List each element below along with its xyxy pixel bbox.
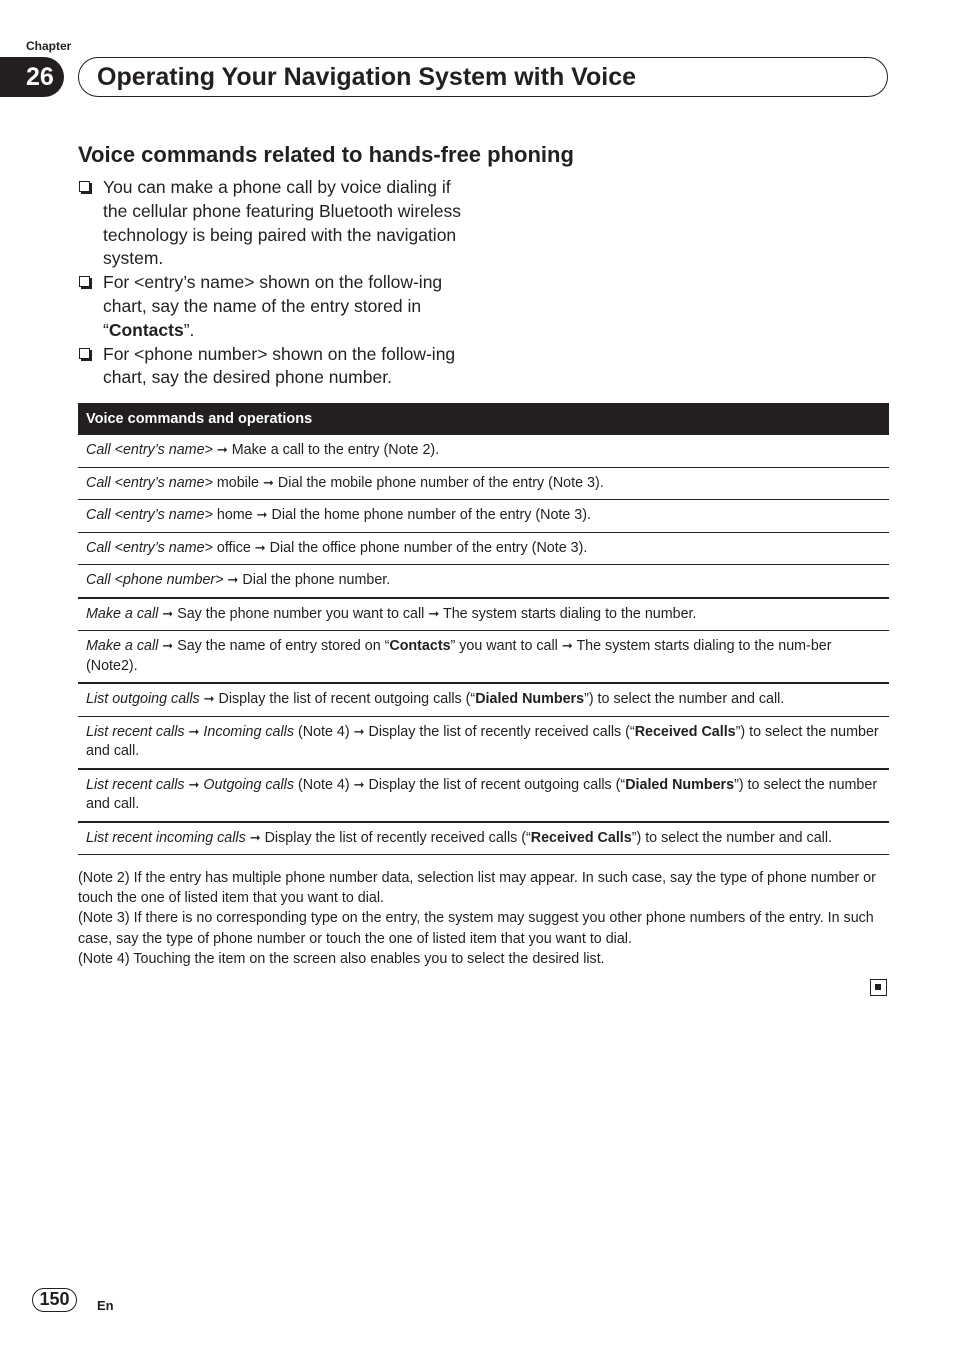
checkbox-bullet-icon [79,181,90,192]
note-4: (Note 4) Touching the item on the screen also enables you to select the desired list. [78,950,605,967]
note-3: (Note 3) If there is no corresponding type on the entry, the system may suggest you other phone numbers of the entry. In such case, say the type of phone number or touch the one of listed item that you want to dial. [78,910,874,947]
arrow-right-icon: ➞ [353,723,365,739]
notes-bullet-list [78,176,473,390]
language-label: En [97,1298,114,1313]
bullet-item: You can make a phone call by voice dialing if the cellular phone featuring Bluetooth wireless technology is being paired with the navigation system. [78,176,473,271]
table-row: Call <entry’s name> ➞ Make a call to the entry (Note 2). [78,435,889,468]
table-row: List recent incoming calls ➞ Display the list of recently received calls (“Received Calls”) to select the number and call. [78,823,889,856]
bullet-item: For <entry’s name> shown on the follow-ing chart, say the name of the entry stored in “Contacts”. [78,271,473,342]
table-row: Call <entry’s name> home ➞ Dial the home phone number of the entry (Note 3). [78,500,889,533]
section-title: Voice commands related to hands-free phoning [78,142,574,167]
voice-commands-table [78,403,889,855]
checkbox-bullet-icon [79,348,90,359]
arrow-right-icon: ➞ [561,638,573,653]
checkbox-bullet-icon [79,276,90,287]
table-row: Make a call ➞ Say the name of entry stored on “Contacts” you want to call ➞ The system starts dialing to the num-ber (Note2). [78,631,889,684]
table-row: Call <entry’s name> mobile ➞ Dial the mobile phone number of the entry (Note 3). [78,468,889,501]
arrow-right-icon: ➞ [262,474,274,490]
page-number: 150 [32,1288,77,1312]
arrow-right-icon: ➞ [254,539,266,555]
arrow-right-icon: ➞ [249,829,261,845]
chapter-number-badge: 26 [0,57,64,97]
table-row: List recent calls ➞ Outgoing calls (Note 4) ➞ Display the list of recent outgoing calls (“Dialed Numbers”) to select the number and call. [78,770,889,823]
chapter-label: Chapter [26,39,72,53]
note-2: (Note 2) If the entry has multiple phone number data, selection list may appear. In such case, say the type of phone number or touch the one of listed item that you want to dial. [78,870,876,907]
arrow-right-icon: ➞ [256,507,268,522]
bullet-item: For <phone number> shown on the follow-ing chart, say the desired phone number. [78,343,473,391]
table-row: List outgoing calls ➞ Display the list of recent outgoing calls (“Dialed Numbers”) to select the number and call. [78,684,889,717]
arrow-right-icon: ➞ [227,572,239,587]
arrow-right-icon: ➞ [353,776,365,792]
table-row: List recent calls ➞ Incoming calls (Note 4) ➞ Display the list of recently received calls (“Received Calls”) to select the number and call. [78,717,889,770]
arrow-right-icon: ➞ [203,691,215,706]
section-end-icon [870,979,887,996]
table-row: Make a call ➞ Say the phone number you want to call ➞ The system starts dialing to the number. [78,599,889,632]
arrow-right-icon: ➞ [216,442,228,457]
table-row: Call <phone number> ➞ Dial the phone number. [78,565,889,599]
arrow-right-icon: ➞ [428,605,440,621]
arrow-right-icon: ➞ [162,638,174,653]
table-header: Voice commands and operations [78,403,889,435]
arrow-right-icon: ➞ [188,723,200,739]
table-notes [78,868,888,969]
table-row: Call <entry’s name> office ➞ Dial the office phone number of the entry (Note 3). [78,533,889,566]
arrow-right-icon: ➞ [188,776,200,792]
arrow-right-icon: ➞ [162,605,174,621]
chapter-title: Operating Your Navigation System with Voice [78,57,888,97]
